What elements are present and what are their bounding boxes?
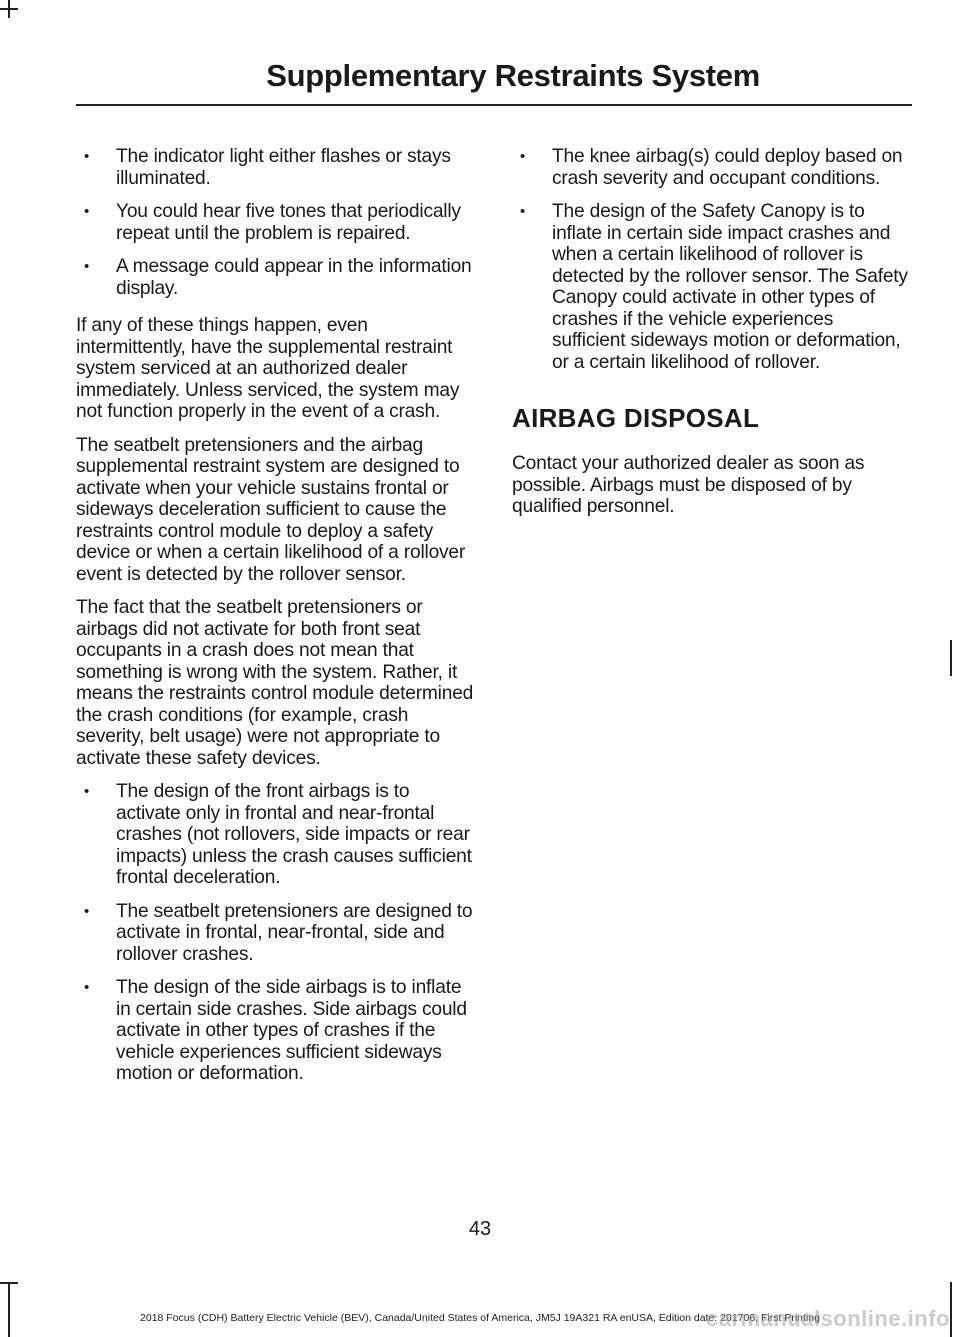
right-column [512,146,908,530]
airbag-design-list-continued [512,146,908,373]
paragraph: If any of these things happen, even intermittently, have the supplemental restraint system serviced at an authorized dealer immediately. Unless serviced, the system may not function properly in the event of a crash. [76,315,460,422]
list-item: • The knee airbag(s) could deploy based on crash severity and occupant conditions. [512,146,908,189]
crop-mark-mid-right [950,640,952,676]
list-item: • The indicator light either flashes or stays illuminated. [76,146,476,189]
watermark: carmanualsonline.info [706,1306,950,1331]
airbag-design-list [76,781,476,1085]
section-heading: AIRBAG DISPOSAL [512,403,760,433]
list-item: • You could hear five tones that periodically repeat until the problem is repaired. [76,201,476,244]
list-item: • The design of the front airbags is to activate only in frontal and near-frontal crashes (not rollovers, side impacts or rear impacts) unless the crash causes sufficient frontal deceleration. [76,781,476,889]
footer-edition-text: 2018 Focus (CDH) Battery Electric Vehicle (BEV), Canada/United States of America, JM5J 19A321 RA enUSA, Edition date: 201706, First Printing [140,1312,820,1324]
crop-mark-bottom-right [950,1282,952,1337]
page-number: 43 [468,1218,492,1240]
indicator-symptoms-list [76,146,476,299]
paragraph: Contact your authorized dealer as soon as possible. Airbags must be disposed of by qualified personnel. [512,453,865,517]
crop-mark-bottom-left-horizontal [0,1282,18,1284]
crop-mark-top-left-horizontal [0,8,18,10]
crop-mark-bottom-left [8,1282,10,1337]
title-divider [76,104,912,106]
paragraph: The seatbelt pretensioners and the airbag supplemental restraint system are designed to activate when your vehicle sustains frontal or sideways deceleration sufficient to cause the restraints control module to deploy a safety device or when a certain likelihood of a rollover event is detected by the rollover sensor. [76,434,466,585]
list-item: • The design of the side airbags is to inflate in certain side crashes. Side airbags could activate in other types of crashes if the vehicle experiences sufficient sideways motion or deformation. [76,977,476,1085]
left-column [76,146,476,1101]
page-title: Supplementary Restraints System [266,58,760,93]
list-item: • The seatbelt pretensioners are designed to activate in frontal, near-frontal, side and rollover crashes. [76,901,476,966]
list-item: • A message could appear in the information display. [76,256,476,299]
paragraph: The fact that the seatbelt pretensioners or airbags did not activate for both front seat occupants in a crash does not mean that something is wrong with the system. Rather, it means the restraints control module determined the crash conditions (for example, crash severity, belt usage) were not appropriate to activate these safety devices. [76,597,474,769]
list-item: • The design of the Safety Canopy is to inflate in certain side impact crashes and when a certain likelihood of rollover is detected by the rollover sensor. The Safety Canopy could activate in other types of crashes if the vehicle experiences sufficient sideways motion or deformation, or a certain likelihood of rollover. [512,201,908,373]
